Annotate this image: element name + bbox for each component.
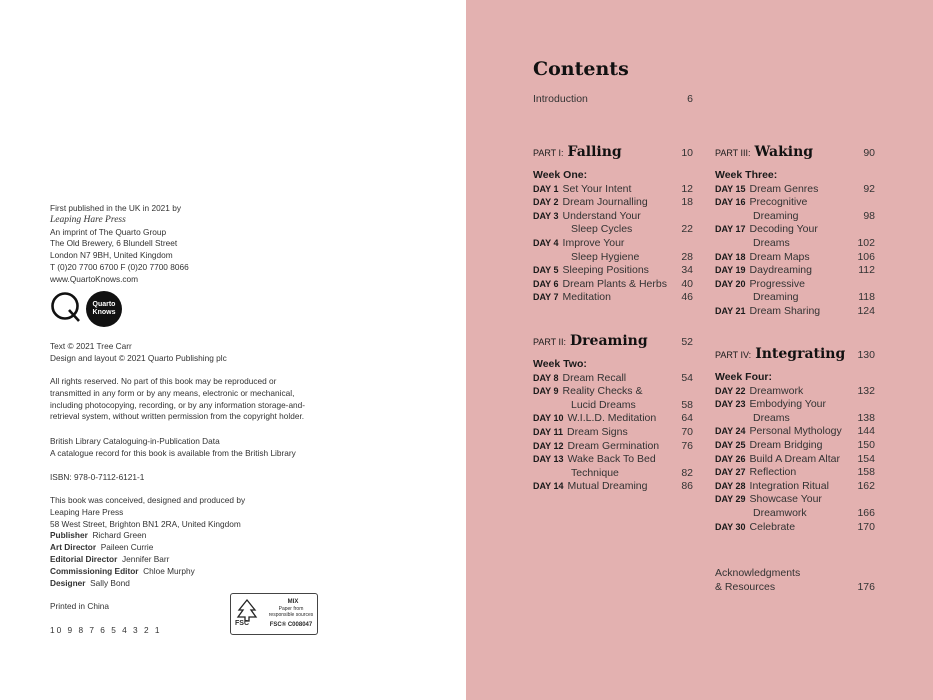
credit-role: Publisher <box>50 530 88 541</box>
part-heading-group <box>715 346 845 362</box>
toc-entry-title: Progressive <box>749 277 805 290</box>
day-label: DAY 26 <box>715 453 746 464</box>
toc-page-number: 124 <box>857 304 875 317</box>
part-name: Integrating <box>755 346 846 362</box>
toc-entry-title: Dream Maps <box>749 250 810 263</box>
day-label: DAY 29 <box>715 494 746 505</box>
production-line: 58 West Street, Brighton BN1 2RA, United Kingdom <box>50 518 241 529</box>
day-label: DAY 27 <box>715 467 746 478</box>
toc-entry-title: Build A Dream Altar <box>749 452 840 465</box>
fsc-code: FSC® C008047 <box>269 622 313 628</box>
copyright-block <box>50 341 227 365</box>
toc-page-number: 162 <box>857 479 875 492</box>
toc-entry-label <box>533 453 656 467</box>
toc-entry-label <box>533 237 624 251</box>
day-label: DAY 22 <box>715 385 746 396</box>
toc-entry-title: Decoding Your <box>749 223 818 236</box>
toc-page-number: 18 <box>681 196 693 209</box>
credit-name: Chloe Murphy <box>143 565 195 576</box>
toc-page-number: 170 <box>857 520 875 533</box>
imprint-block <box>50 203 189 286</box>
toc-entry-label <box>533 372 626 386</box>
toc-entry-label <box>753 237 790 251</box>
toc-entry <box>715 453 875 467</box>
toc-page-number: 12 <box>681 182 693 195</box>
toc-week-heading: Week Four: <box>715 371 772 383</box>
toc-entry <box>715 210 875 224</box>
toc-entry <box>533 93 693 107</box>
toc-entry-title: Dream Signs <box>567 425 628 438</box>
toc-entry-label <box>753 210 799 224</box>
toc-gap <box>715 362 875 371</box>
quarto-knows-logo <box>86 291 122 327</box>
toc-entry-title: Dreams <box>753 411 790 424</box>
fsc-logo <box>230 593 318 635</box>
day-label: DAY 16 <box>715 197 746 208</box>
toc-entry-title: Dreams <box>753 236 790 249</box>
toc-page-number: 52 <box>681 336 693 348</box>
toc-entry-title: Dreaming <box>753 209 799 222</box>
credit-role: Editorial Director <box>50 553 118 564</box>
toc-entry-title: Dreamwork <box>753 506 807 519</box>
toc-entry <box>715 398 875 412</box>
imprint-line: First published in the UK in 2021 by <box>50 203 181 213</box>
credit-name: Richard Green <box>92 530 147 541</box>
toc-entry <box>715 385 875 399</box>
toc-entry <box>715 251 875 265</box>
toc-entry-title: Dream Sharing <box>749 304 821 317</box>
part-label: PART II: <box>533 337 567 347</box>
rights-block <box>50 376 305 423</box>
toc-entry-label <box>533 385 642 399</box>
rights-line: All rights reserved. No part of this book may be reproduced or <box>50 376 277 386</box>
toc-part-3 <box>715 144 875 319</box>
toc-entry-label <box>533 278 667 292</box>
toc-entry-title: Sleeping Positions <box>562 264 649 277</box>
day-label: DAY 18 <box>715 251 746 262</box>
toc-entry-label <box>715 385 803 399</box>
toc-entry-label <box>533 196 648 210</box>
toc-entry-label <box>715 439 822 453</box>
toc-page-number: 34 <box>681 264 693 277</box>
printed-in: Printed in China <box>50 601 110 611</box>
credit-line <box>50 530 245 542</box>
toc-page-number: 150 <box>857 438 875 451</box>
toc-page-number: 166 <box>857 506 875 519</box>
imprint-publisher-name: Leaping Hare Press <box>50 214 126 225</box>
toc-entry <box>715 223 875 237</box>
toc-entry-label <box>715 264 812 278</box>
toc-part-4 <box>715 346 875 534</box>
part-name: Waking <box>754 144 814 160</box>
toc-week-heading: Week Three: <box>715 169 778 181</box>
toc-entry-title: Showcase Your <box>749 493 822 506</box>
toc-entry-label <box>533 264 649 278</box>
toc-entry-label <box>715 398 826 412</box>
rights-line: retrieval system, without written permission from the copyright holder. <box>50 411 305 422</box>
toc-page-number: 138 <box>857 411 875 424</box>
toc-entry-label: & Resources <box>715 580 776 593</box>
imprint-line: An imprint of The Quarto Group <box>50 226 167 237</box>
toc-page-number: 118 <box>858 291 875 304</box>
day-label: DAY 4 <box>533 237 559 248</box>
imprint-line: London N7 9BH, United Kingdom <box>50 250 173 261</box>
day-label: DAY 13 <box>533 454 564 465</box>
toc-page-number: 82 <box>681 466 693 479</box>
toc-entry <box>715 507 875 521</box>
production-line: This book was conceived, designed and produced by <box>50 495 246 505</box>
day-label: DAY 17 <box>715 224 746 235</box>
production-block <box>50 495 245 589</box>
toc-page-number: 176 <box>857 580 875 593</box>
fsc-mix: MIX <box>287 599 299 605</box>
cataloguing-line: A catalogue record for this book is available from the British Library <box>50 447 296 458</box>
credit-role: Designer <box>50 577 86 588</box>
toc-entry-title: W.I.L.D. Meditation <box>567 412 657 425</box>
toc-entry <box>533 440 693 454</box>
toc-entry <box>533 210 693 224</box>
toc-entry-title: Embodying Your <box>749 398 827 411</box>
toc-part-heading <box>715 144 875 160</box>
toc-entry-title: Personal Mythology <box>749 425 842 438</box>
toc-entry <box>715 412 875 426</box>
toc-entry <box>533 183 693 197</box>
toc-entry-title: Mutual Dreaming <box>567 480 648 493</box>
day-label: DAY 6 <box>533 278 559 289</box>
toc-page-number: 70 <box>681 425 693 438</box>
fsc-source-line: responsible sources <box>268 611 314 618</box>
copyright-line: Text © 2021 Tree Carr <box>50 341 132 351</box>
toc-entry <box>533 372 693 386</box>
toc-part-1 <box>533 144 693 305</box>
toc-entry <box>715 237 875 251</box>
toc-entry <box>715 480 875 494</box>
toc-entry-title: Meditation <box>562 291 611 304</box>
production-line: Leaping Hare Press <box>50 506 124 517</box>
toc-entry <box>533 264 693 278</box>
day-label: DAY 14 <box>533 481 564 492</box>
toc-entry-title: Dream Journalling <box>562 196 648 209</box>
credit-role: Commissioning Editor <box>50 565 139 576</box>
toc-page-number: 22 <box>681 223 693 236</box>
fsc-source <box>265 607 317 618</box>
toc-entry <box>533 223 693 237</box>
cataloguing-block <box>50 436 296 460</box>
toc-page-number: 76 <box>681 439 693 452</box>
toc-entry-title: Dream Plants & Herbs <box>562 277 667 290</box>
toc-entry <box>533 399 693 413</box>
toc-entry-label <box>715 425 842 439</box>
logo-text: Knows <box>92 309 116 316</box>
toc-entry-label: Acknowledgments <box>715 567 801 579</box>
copyright-page <box>0 0 466 700</box>
rights-line: transmitted in any form or by any means, electronic or mechanical, <box>50 387 295 398</box>
toc-page-number: 158 <box>857 466 875 479</box>
toc-entry <box>715 291 875 305</box>
toc-entry-label <box>533 440 659 454</box>
toc-entry <box>715 521 875 535</box>
toc-week-heading: Week Two: <box>533 358 587 370</box>
toc-entry-title: Set Your Intent <box>562 182 632 195</box>
toc-entry-label: Introduction <box>533 93 588 105</box>
day-label: DAY 9 <box>533 386 559 397</box>
toc-entry <box>715 567 875 581</box>
toc-entry-title: Sleep Cycles <box>571 223 633 236</box>
fsc-source-line: Paper from <box>278 606 304 612</box>
credit-role: Art Director <box>50 542 97 553</box>
toc-entry <box>715 278 875 292</box>
toc-page-number: 58 <box>681 398 693 411</box>
toc-entry-label <box>753 291 799 305</box>
day-label: DAY 3 <box>533 210 559 221</box>
toc-entry-label <box>715 183 818 197</box>
toc-entry-label <box>571 399 636 413</box>
credit-line <box>50 554 245 566</box>
toc-entry-title: Understand Your <box>562 209 641 222</box>
day-label: DAY 2 <box>533 197 559 208</box>
toc-acknowledgments <box>715 567 875 594</box>
toc-page-number: 130 <box>857 349 875 361</box>
day-label: DAY 5 <box>533 265 559 276</box>
toc-entry-label <box>533 210 641 224</box>
toc-gap <box>533 349 693 358</box>
toc-page-number: 10 <box>681 147 693 159</box>
imprint-line: The Old Brewery, 6 Blundell Street <box>50 238 178 249</box>
toc-entry-label <box>715 493 822 507</box>
toc-entry-title: Sleep Hygiene <box>571 250 640 263</box>
toc-entry <box>715 493 875 507</box>
imprint-line: T (0)20 7700 6700 F (0)20 7700 8066 <box>50 261 189 272</box>
printed-block <box>50 601 109 613</box>
toc-page-number: 64 <box>681 412 693 425</box>
credit-line <box>50 578 245 590</box>
toc-entry <box>533 251 693 265</box>
toc-entry-title: Technique <box>571 466 619 479</box>
toc-gap <box>715 160 875 169</box>
day-label: DAY 20 <box>715 278 746 289</box>
toc-entry-label <box>715 521 795 535</box>
toc-entry <box>533 237 693 251</box>
rights-line: including photocopying, recording, or by any information storage-and- <box>50 399 306 410</box>
toc-entry-label <box>533 412 656 426</box>
toc-entry-title: Celebrate <box>749 520 796 533</box>
toc-page-number: 86 <box>681 480 693 493</box>
toc-page-number: 102 <box>857 236 875 249</box>
isbn-block <box>50 472 144 484</box>
toc-entry-title: Dream Germination <box>567 439 660 452</box>
toc-entry <box>715 439 875 453</box>
day-label: DAY 7 <box>533 292 559 303</box>
credit-name: Paileen Currie <box>100 542 154 553</box>
toc-entry-title: Dream Recall <box>562 371 627 384</box>
part-name: Falling <box>567 144 622 160</box>
toc-entry-title: Dream Genres <box>749 182 819 195</box>
toc-entry <box>533 480 693 494</box>
day-label: DAY 11 <box>533 426 564 437</box>
cataloguing-line: British Library Cataloguing-in-Publication Data <box>50 436 220 446</box>
day-label: DAY 30 <box>715 521 746 532</box>
part-name: Dreaming <box>570 333 648 349</box>
part-heading-group <box>715 144 813 160</box>
credit-name: Jennifer Barr <box>121 553 170 564</box>
toc-entry <box>533 278 693 292</box>
toc-entry-label <box>715 480 829 494</box>
toc-entry <box>715 466 875 480</box>
part-heading-group <box>533 333 648 349</box>
logo-text: Quarto <box>92 301 116 308</box>
toc-entry-title: Lucid Dreams <box>571 398 636 411</box>
toc-entry-label <box>533 426 628 440</box>
day-label: DAY 8 <box>533 372 559 383</box>
toc-intro <box>533 93 693 107</box>
toc-entry <box>533 426 693 440</box>
toc-entry-label <box>533 480 647 494</box>
toc-page-number: 6 <box>687 93 693 105</box>
toc-page-number: 144 <box>857 425 875 438</box>
contents-title: Contents <box>533 58 629 80</box>
day-label: DAY 19 <box>715 265 746 276</box>
toc-entry-title: Dream Bridging <box>749 438 823 451</box>
toc-entry <box>533 291 693 305</box>
toc-entry-label <box>571 223 632 237</box>
toc-entry-title: Precognitive <box>749 196 808 209</box>
toc-gap <box>533 160 693 169</box>
toc-entry-label <box>715 251 810 265</box>
toc-entry-title: Improve Your <box>562 236 625 249</box>
day-label: DAY 21 <box>715 305 746 316</box>
toc-entry <box>533 385 693 399</box>
toc-entry-label <box>533 183 631 197</box>
toc-page-number: 90 <box>863 147 875 159</box>
toc-part-heading <box>533 333 693 349</box>
part-label: PART I: <box>533 148 564 158</box>
toc-entry-title: Dreaming <box>753 291 799 304</box>
toc-entry-label <box>533 291 611 305</box>
toc-entry <box>715 264 875 278</box>
toc-entry <box>715 183 875 197</box>
toc-entry <box>533 467 693 481</box>
toc-page-number: 40 <box>681 277 693 290</box>
toc-page-number: 46 <box>681 291 693 304</box>
toc-page-number: 92 <box>863 182 875 195</box>
toc-entry <box>533 453 693 467</box>
day-label: DAY 10 <box>533 413 564 424</box>
credit-name: Sally Bond <box>90 577 130 588</box>
print-line: 10 9 8 7 6 5 4 3 2 1 <box>50 625 162 635</box>
day-label: DAY 1 <box>533 183 559 194</box>
toc-page-number: 112 <box>858 264 875 277</box>
toc-page-number: 54 <box>681 371 693 384</box>
isbn: ISBN: 978-0-7112-6121-1 <box>50 472 145 482</box>
day-label: DAY 25 <box>715 439 746 450</box>
day-label: DAY 28 <box>715 480 746 491</box>
fsc-label: FSC <box>235 620 249 627</box>
toc-entry-label <box>715 305 820 319</box>
toc-entry-title: Dreamwork <box>749 384 804 397</box>
toc-entry <box>715 196 875 210</box>
toc-entry-label <box>715 196 807 210</box>
toc-entry-label <box>753 412 790 426</box>
toc-entry <box>715 581 875 595</box>
toc-entry <box>715 305 875 319</box>
toc-entry-title: Integration Ritual <box>749 479 829 492</box>
day-label: DAY 24 <box>715 426 746 437</box>
day-label: DAY 12 <box>533 440 564 451</box>
toc-entry-title: Daydreaming <box>749 264 812 277</box>
toc-entry-label <box>715 223 818 237</box>
toc-entry-label <box>715 278 805 292</box>
print-line-block <box>50 625 162 637</box>
credit-line <box>50 542 245 554</box>
toc-entry-label <box>715 466 796 480</box>
toc-part-2 <box>533 333 693 494</box>
quarto-q-logo <box>50 291 82 323</box>
toc-entry-label <box>571 251 639 265</box>
toc-page-number: 154 <box>857 452 875 465</box>
toc-entry-label <box>715 453 840 467</box>
day-label: DAY 23 <box>715 399 746 410</box>
toc-entry-title: Reality Checks & <box>562 385 643 398</box>
part-heading-group <box>533 144 622 160</box>
credit-line <box>50 566 245 578</box>
imprint-website: www.QuartoKnows.com <box>50 273 139 284</box>
toc-page-number: 98 <box>863 209 875 222</box>
toc-entry-title: Reflection <box>749 466 797 479</box>
toc-part-heading <box>715 346 875 362</box>
day-label: DAY 15 <box>715 183 746 194</box>
toc-entry <box>533 412 693 426</box>
toc-page-number: 106 <box>857 250 875 263</box>
part-label: PART III: <box>715 148 751 158</box>
toc-entry-label <box>571 467 619 481</box>
toc-week-heading: Week One: <box>533 169 588 181</box>
toc-page-number: 132 <box>857 384 875 397</box>
toc-entry <box>533 196 693 210</box>
toc-part-heading <box>533 144 693 160</box>
toc-entry-label <box>753 507 807 521</box>
toc-page-number: 28 <box>681 250 693 263</box>
toc-entry-title: Wake Back To Bed <box>567 453 656 466</box>
part-label: PART IV: <box>715 350 752 360</box>
copyright-line: Design and layout © 2021 Quarto Publishing plc <box>50 352 227 363</box>
toc-entry <box>715 425 875 439</box>
